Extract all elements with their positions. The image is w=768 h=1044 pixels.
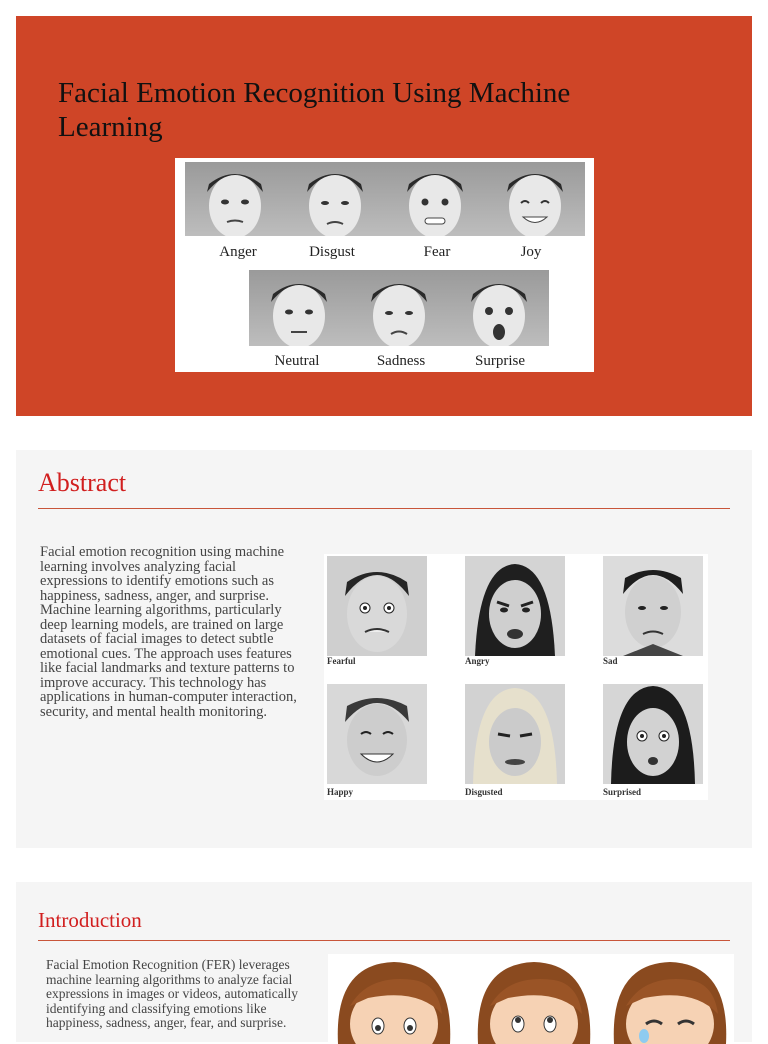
face-photo-disgusted bbox=[465, 684, 565, 784]
introduction-section bbox=[16, 882, 752, 1042]
face-photo-fear bbox=[385, 162, 485, 236]
face-photo-sad bbox=[603, 556, 703, 656]
emotion-grid-figure bbox=[175, 158, 594, 372]
title-banner bbox=[16, 16, 752, 416]
face-photo-sadness bbox=[349, 270, 449, 346]
photo-label: Surprised bbox=[603, 787, 642, 797]
photo-label: Angry bbox=[465, 656, 490, 666]
abstract-section bbox=[16, 450, 752, 848]
face-photo-disgust bbox=[285, 162, 385, 236]
emotion-label: Anger bbox=[219, 244, 257, 260]
emotion-label: Fear bbox=[423, 244, 451, 260]
emotion-label: Disgust bbox=[309, 244, 355, 260]
photo-label: Sad bbox=[603, 656, 618, 666]
introduction-heading: Introduction bbox=[38, 908, 142, 932]
photo-label: Fearful bbox=[327, 656, 356, 666]
divider bbox=[38, 940, 730, 941]
emotion-label: Sadness bbox=[376, 353, 426, 369]
emotion-label: Surprise bbox=[475, 353, 525, 369]
face-photo-anger bbox=[185, 162, 285, 236]
photo-label: Disgusted bbox=[465, 787, 503, 797]
face-photo-fearful bbox=[327, 556, 427, 656]
emotion-photo-grid bbox=[324, 554, 708, 800]
divider bbox=[38, 508, 730, 509]
face-photo-surprised bbox=[603, 684, 703, 784]
emotion-label: Neutral bbox=[274, 353, 320, 369]
face-photo-surprise bbox=[449, 270, 549, 346]
introduction-text: Facial Emotion Recognition (FER) leverages machine learning algorithms to analyze facial expressions in images or videos, automatically identifying and classifying emotions like happiness, sadness, anger, fear, and surprise. bbox=[46, 957, 298, 1030]
face-photo-joy bbox=[485, 162, 585, 236]
emotion-label: Joy bbox=[520, 244, 542, 260]
photo-label: Happy bbox=[327, 787, 354, 797]
face-photo-angry bbox=[465, 556, 565, 656]
face-photo-neutral bbox=[249, 270, 349, 346]
face-photo-happy bbox=[327, 684, 427, 784]
cartoon-faces-illustration bbox=[328, 954, 734, 1044]
abstract-heading: Abstract bbox=[38, 468, 127, 497]
abstract-text: Facial emotion recognition using machine learning involves analyzing facial expressions to identify emotions such as happiness, sadness, anger, and surprise. Machine learning algorithms, particularly deep learning models, are trained on large datasets of facial images to detect subtle emotional cues. The approach uses features like facial landmarks and texture patterns to improve accuracy. This technology has applications in human-computer interaction, security, and mental health monitoring. bbox=[40, 544, 297, 720]
cartoon-faces-drawing bbox=[328, 954, 734, 1044]
document-title: Facial Emotion Recognition Using Machine Learning bbox=[58, 77, 571, 143]
